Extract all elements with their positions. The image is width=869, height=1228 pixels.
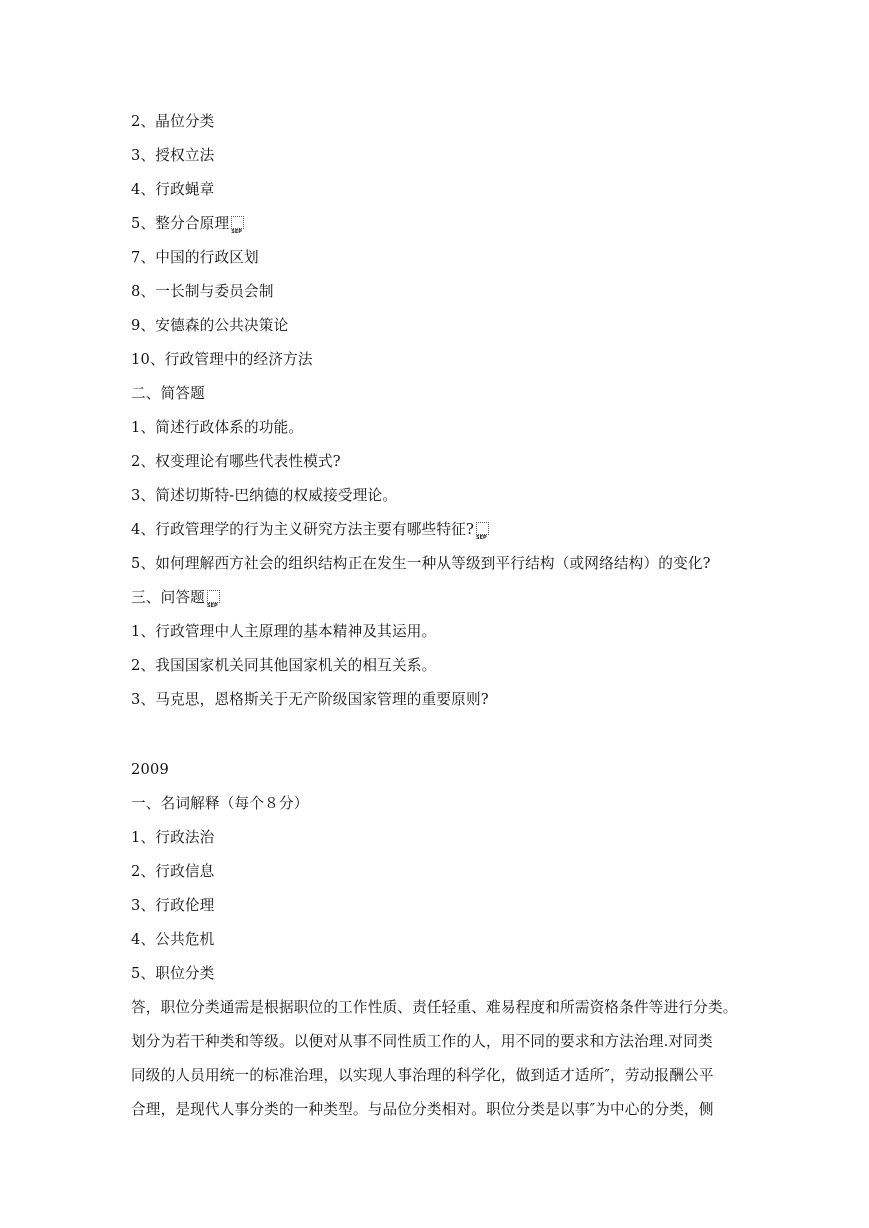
list-item: 2、权变理论有哪些代表性模式? <box>131 453 341 470</box>
list-item: 2、我国国家机关同其他国家机关的相互关系。 <box>131 657 437 674</box>
list-item: 7、中国的行政区划 <box>131 249 259 266</box>
sep-marker-icon <box>475 522 491 537</box>
list-item: 1、行政管理中人主原理的基本精神及其运用。 <box>131 623 437 640</box>
list-item: 10、行政管理中的经济方法 <box>131 351 313 368</box>
list-item: 3、简述切斯特-巴纳德的权威接受理论。 <box>131 487 398 504</box>
sep-marker-icon <box>230 216 246 231</box>
list-item: 4、公共危机 <box>131 931 215 948</box>
answer-paragraph-line: 划分为若干种类和等级。以便对从事不同性质工作的人，用不同的要求和方法治理.对同类 <box>131 1033 713 1050</box>
list-item: 3、行政伦理 <box>131 897 215 914</box>
sep-marker-icon <box>206 590 222 605</box>
answer-paragraph-line: 答，职位分类通需是根据职位的工作性质、责任轻重、难易程度和所需资格条件等进行分类。 <box>131 999 738 1016</box>
list-item: 5、职位分类 <box>131 965 215 982</box>
list-item: 5、如何理解西方社会的组织结构正在发生一种从等级到平行结构（或网络结构）的变化? <box>131 555 711 572</box>
list-item: 5、整分合原理SEP <box>131 214 246 234</box>
section-heading: 一、名词解释（每个８分） <box>131 795 309 812</box>
list-item: 3、授权立法 <box>131 147 215 164</box>
answer-paragraph-line: 合理，是现代人事分类的一种类型。与品位分类相对。职位分类是以事″为中心的分类，侧 <box>131 1101 714 1118</box>
year-heading: 2009 <box>131 761 169 778</box>
list-item: 1、简述行政体系的功能。 <box>131 419 304 436</box>
list-item: 4、行政蝇章 <box>131 181 215 198</box>
section-heading: 三、问答题SEP <box>131 588 222 608</box>
list-item: 9、安德森的公共决策论 <box>131 317 289 334</box>
list-item: 2、晶位分类 <box>131 113 215 130</box>
list-item: 3、马克思，恩格斯关于无产阶级国家管理的重要原则? <box>131 691 489 708</box>
answer-paragraph-line: 同级的人员用统一的标准治理，以实现人事治理的科学化，做到适才适所″，劳动报酬公平 <box>131 1067 714 1084</box>
list-item: 4、行政管理学的行为主义研究方法主要有哪些特征?SEP <box>131 520 491 540</box>
list-item: 1、行政法治 <box>131 829 215 846</box>
list-item: 8、一长制与委员会制 <box>131 283 274 300</box>
list-item: 2、行政信息 <box>131 863 215 880</box>
section-heading: 二、简答题 <box>131 385 205 402</box>
